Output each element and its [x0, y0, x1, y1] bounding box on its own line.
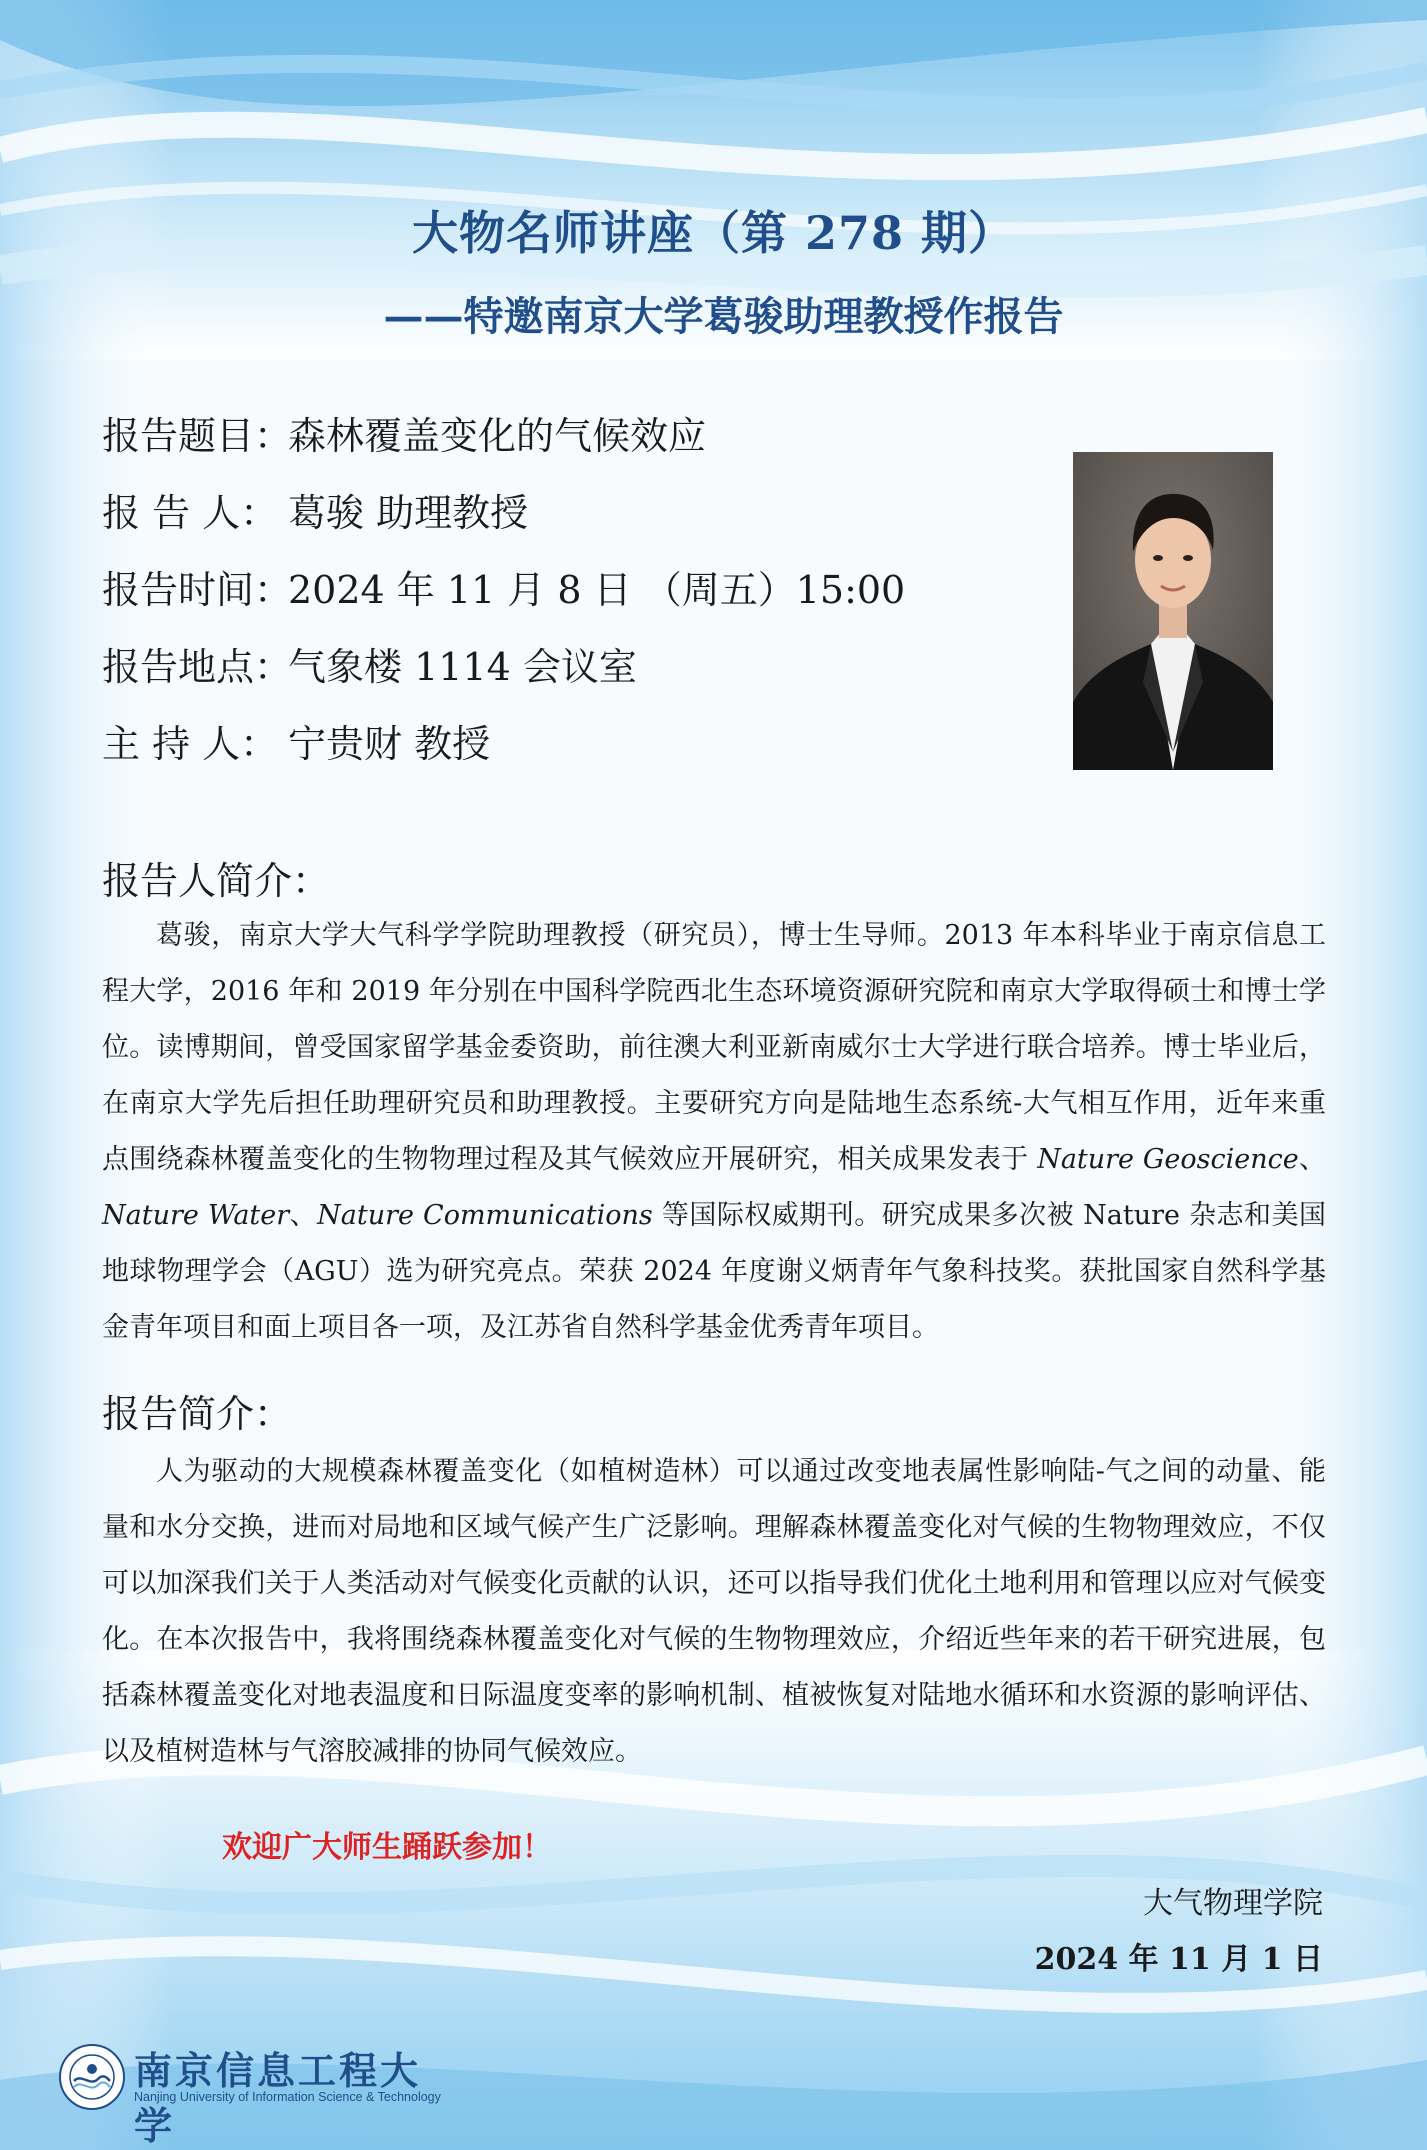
university-name-cn: 南京信息工程大学	[134, 2048, 422, 2148]
bio-paragraph	[102, 908, 1326, 1356]
lecture-title: 大物名师讲座（第 278 期）	[411, 206, 1016, 260]
info-value: 葛骏 助理教授	[288, 491, 529, 535]
speaker-portrait-image	[1073, 452, 1273, 770]
bio-text-part1: 葛骏，南京大学大气科学学院助理教授（研究员），博士生导师。2013 年本科毕业于南京信息工程大学，2016 年和 2019 年分别在中国科学院西北生态环境资源研究院和南京大学取得硕士和博士学位。读博期间，曾受国家留学基金委资助，前往澳大利亚新南威尔士大学进行联合培养。博士毕业后，在南京大学先后担任助理研究员和助理教授。主要研究方向是陆地生态系统-大气相互作用，近年来重点围绕森林覆盖变化的生物物理过程及其气候效应开展研究，相关成果发表于	[102, 920, 1326, 1175]
info-label: 报告题目：	[102, 414, 293, 458]
bio-journal: Nature Communications	[317, 1200, 653, 1231]
organizer: 大气物理学院	[1143, 1886, 1323, 1921]
bio-separator: 、	[1298, 1144, 1326, 1175]
abstract-heading: 报告简介：	[102, 1392, 293, 1436]
university-seal-icon	[58, 2043, 126, 2111]
info-value: 森林覆盖变化的气候效应	[288, 414, 707, 458]
info-row-location	[102, 641, 1052, 718]
info-label: 报告时间：	[102, 568, 293, 612]
info-row-host	[102, 718, 1052, 795]
info-value: 宁贵财 教授	[288, 722, 491, 766]
info-label: 报 告 人：	[102, 491, 279, 535]
bio-text-part2: 等国际权威期刊。研究成果多次被 Nature 杂志和美国地球物理学会（AGU）选为研究亮点。荣获 2024 年度谢义炳青年气象科技奖。获批国家自然科学基金青年项目和面上项目各一项，及江苏省自然科学基金优秀青年项目。	[102, 1200, 1327, 1343]
bio-heading: 报告人简介：	[102, 859, 331, 903]
info-label: 报告地点：	[102, 645, 293, 689]
university-name-en: Nanjing University of Information Science & Technology	[134, 2090, 441, 2104]
university-logo	[58, 2038, 441, 2148]
bio-separator: 、	[289, 1200, 318, 1231]
welcome-message: 欢迎广大师生踊跃参加！	[222, 1830, 552, 1865]
info-label: 主 持 人：	[102, 722, 279, 766]
info-value: 2024 年 11 月 8 日 （周五）15:00	[288, 568, 906, 612]
info-row-topic	[102, 410, 1052, 487]
bio-journal: Nature Water	[102, 1200, 290, 1231]
bio-journal: Nature Geoscience	[1037, 1144, 1299, 1175]
lecture-info	[102, 410, 1052, 795]
abstract-paragraph: 人为驱动的大规模森林覆盖变化（如植树造林）可以通过改变地表属性影响陆-气之间的动量、能量和水分交换，进而对局地和区域气候产生广泛影响。理解森林覆盖变化对气候的生物物理效应，不仅可以加深我们关于人类活动对气候变化贡献的认识，还可以指导我们优化土地利用和管理以应对气候变化。在本次报告中，我将围绕森林覆盖变化对气候的生物物理效应，介绍近些年来的若干研究进展，包括森林覆盖变化对地表温度和日际温度变率的影响机制、植被恢复对陆地水循环和水资源的影响评估、以及植树造林与气溶胶减排的协同气候效应。	[102, 1456, 1326, 1767]
lecture-subtitle: ——特邀南京大学葛骏助理教授作报告	[383, 293, 1064, 340]
info-row-time	[102, 564, 1052, 641]
issue-date: 2024 年 11 月 1 日	[1034, 1942, 1323, 1977]
info-value: 气象楼 1114 会议室	[288, 645, 637, 689]
info-row-speaker	[102, 487, 1052, 564]
speaker-photo	[1073, 452, 1273, 770]
